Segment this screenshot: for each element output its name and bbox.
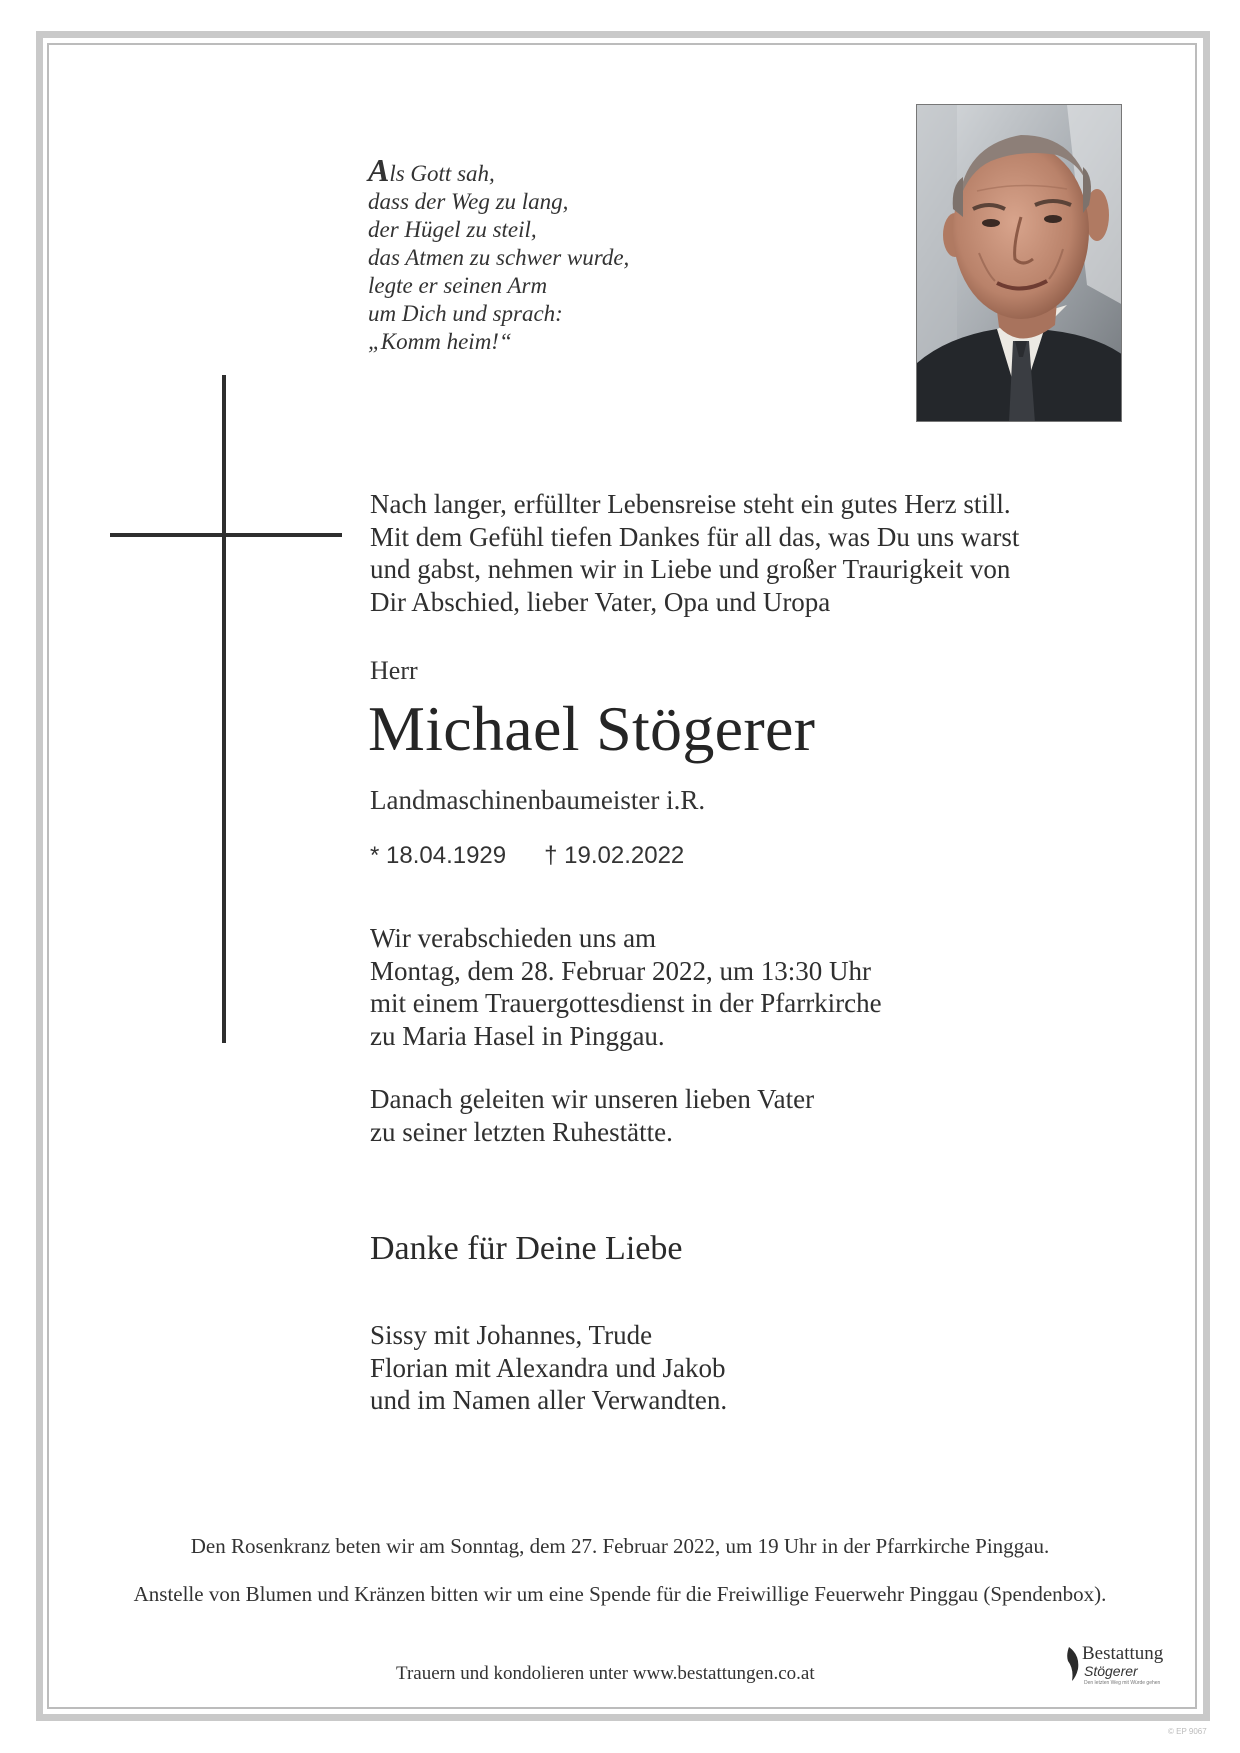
- document-code: © EP 9067: [1168, 1727, 1207, 1736]
- poem-line: dass der Weg zu lang,: [368, 189, 569, 214]
- death-date: † 19.02.2022: [544, 842, 685, 869]
- rosary-note: Den Rosenkranz beten wir am Sonntag, dem 27. Februar 2022, um 19 Uhr in der Pfarrkirche Pinggau.: [190, 1534, 1050, 1558]
- poem-line: „Komm heim!“: [368, 329, 512, 354]
- poem-line: der Hügel zu steil,: [368, 217, 537, 242]
- poem-dropcap: A: [368, 152, 390, 188]
- family-line: Florian mit Alexandra und Jakob: [370, 1352, 726, 1383]
- condolence-note: Trauern und kondolieren unter www.bestattungen.co.at: [396, 1663, 815, 1684]
- salutation: Herr: [370, 656, 418, 685]
- logo-subname: Stögerer: [1084, 1663, 1138, 1679]
- service-line: zu Maria Hasel in Pinggau.: [370, 1020, 665, 1051]
- service-announcement: [370, 922, 882, 1052]
- thanks-heading: Danke für Deine Liebe: [370, 1230, 683, 1267]
- deceased-title: Landmaschinenbaumeister i.R.: [370, 785, 706, 815]
- service-line: Wir verabschieden uns am: [370, 923, 657, 953]
- intro-line: Mit dem Gefühl tiefen Dankes für all das, was Du uns warst: [370, 521, 1020, 552]
- poem: [368, 152, 630, 356]
- intro-line: und gabst, nehmen wir in Liebe und großer Traurigkeit von: [370, 554, 1011, 584]
- family-signatures: [370, 1319, 727, 1417]
- portrait-illustration: [917, 105, 1122, 422]
- service-line: Montag, dem 28. Februar 2022, um 13:30 Uhr: [370, 955, 871, 986]
- family-line: Sissy mit Johannes, Trude: [370, 1320, 653, 1350]
- logo-name: Bestattung: [1082, 1643, 1164, 1664]
- deceased-name: Michael Stögerer: [368, 693, 816, 764]
- burial-announcement: [370, 1083, 814, 1148]
- poem-line: um Dich und sprach:: [368, 301, 563, 326]
- burial-line: Danach geleiten wir unseren lieben Vater: [370, 1084, 815, 1114]
- portrait-photo: [916, 104, 1122, 422]
- funeral-home-logo: [1066, 1643, 1176, 1688]
- intro-line: Nach langer, erfüllter Lebensreise steht ein gutes Herz still.: [370, 489, 1011, 519]
- life-dates: [370, 842, 684, 870]
- intro-text: [370, 488, 1090, 618]
- cross-vertical-bar: [222, 375, 226, 1043]
- birth-date: * 18.04.1929: [370, 842, 507, 869]
- poem-line-1: [368, 152, 629, 188]
- burial-line: zu seiner letzten Ruhestätte.: [370, 1116, 673, 1147]
- cross-horizontal-bar: [110, 533, 342, 537]
- donation-note: Anstelle von Blumen und Kränzen bitten wir um eine Spende für die Freiwillige Feuerwehr Pinggau (Spendenbox).: [133, 1582, 1107, 1606]
- poem-line: das Atmen zu schwer wurde,: [368, 245, 630, 270]
- logo-tagline: Den letzten Weg mit Würde gehen: [1084, 1680, 1161, 1686]
- poem-line-1-rest: ls Gott sah,: [389, 161, 495, 186]
- poem-line: legte er seinen Arm: [368, 273, 548, 298]
- family-line: und im Namen aller Verwandten.: [370, 1385, 728, 1415]
- service-line: mit einem Trauergottesdienst in der Pfarrkirche: [370, 988, 882, 1018]
- intro-line: Dir Abschied, lieber Vater, Opa und Uropa: [370, 586, 831, 617]
- leaf-icon: [1066, 1647, 1082, 1681]
